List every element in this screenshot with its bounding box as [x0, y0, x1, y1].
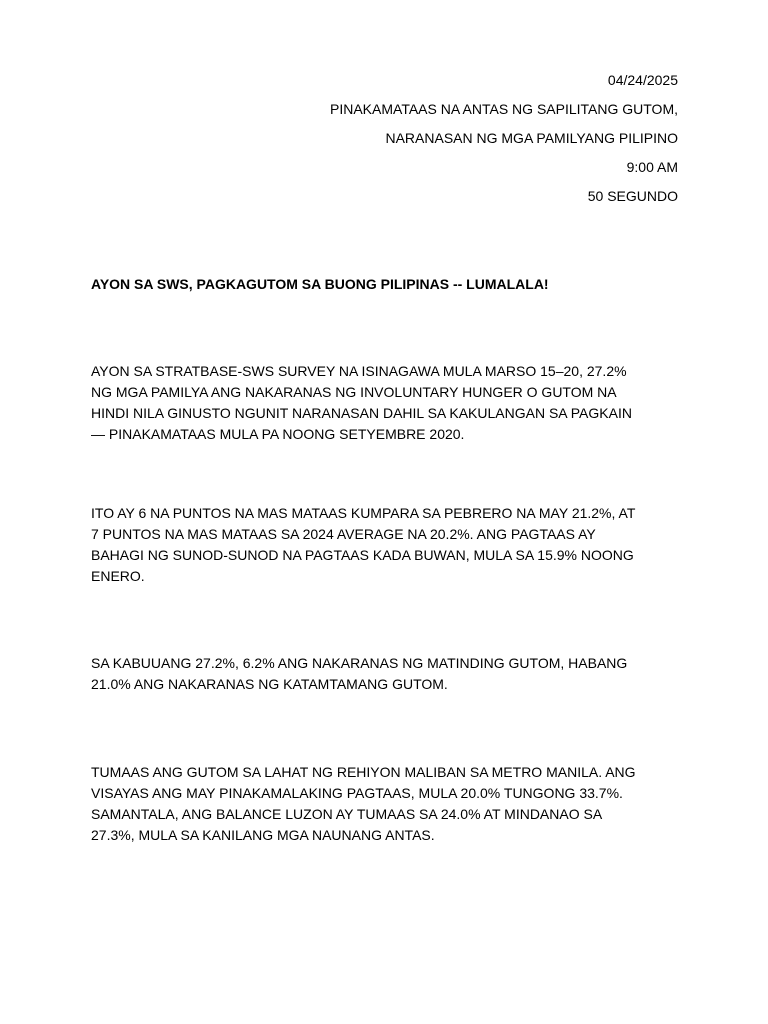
paragraph-2: [91, 503, 681, 587]
paragraph-line: 7 PUNTOS NA MAS MATAAS SA 2024 AVERAGE NA 20.2%. ANG PAGTAAS AY: [91, 526, 596, 542]
paragraph-line: 27.3%, MULA SA KANILANG MGA NAUNANG ANTAS.: [91, 827, 435, 843]
paragraph-line: ENERO.: [91, 568, 145, 584]
header-title-line-2: NARANASAN NG MGA PAMILYANG PILIPINO: [385, 130, 678, 146]
header-date: 04/24/2025: [607, 72, 678, 88]
paragraph-3: [91, 653, 681, 695]
paragraph-line: HINDI NILA GINUSTO NGUNIT NARANASAN DAHIL SA KAKULANGAN SA PAGKAIN: [91, 405, 632, 421]
paragraph-line: — PINAKAMATAAS MULA PA NOONG SETYEMBRE 2020.: [91, 426, 465, 442]
paragraph-line: VISAYAS ANG MAY PINAKAMALAKING PAGTAAS, MULA 20.0% TUNGONG 33.7%.: [91, 785, 623, 801]
headline: AYON SA SWS, PAGKAGUTOM SA BUONG PILIPINAS -- LUMALALA!: [91, 276, 549, 292]
paragraph-line: NG MGA PAMILYA ANG NAKARANAS NG INVOLUNTARY HUNGER O GUTOM NA: [91, 384, 617, 400]
paragraph-line: SA KABUUANG 27.2%, 6.2% ANG NAKARANAS NG MATINDING GUTOM, HABANG: [91, 655, 628, 671]
paragraph-line: 21.0% ANG NAKARANAS NG KATAMTAMANG GUTOM.: [91, 676, 448, 692]
header-duration: 50 SEGUNDO: [587, 188, 678, 204]
header-title-line-1: PINAKAMATAAS NA ANTAS NG SAPILITANG GUTOM,: [330, 101, 678, 117]
paragraph-1: [91, 361, 681, 445]
paragraph-line: ITO AY 6 NA PUNTOS NA MAS MATAAS KUMPARA SA PEBRERO NA MAY 21.2%, AT: [91, 505, 636, 521]
paragraph-line: SAMANTALA, ANG BALANCE LUZON AY TUMAAS SA 24.0% AT MINDANAO SA: [91, 806, 603, 822]
header-time: 9:00 AM: [626, 159, 678, 175]
paragraph-line: TUMAAS ANG GUTOM SA LAHAT NG REHIYON MALIBAN SA METRO MANILA. ANG: [91, 764, 636, 780]
paragraph-line: AYON SA STRATBASE-SWS SURVEY NA ISINAGAWA MULA MARSO 15–20, 27.2%: [91, 363, 627, 379]
script-header: [91, 70, 678, 215]
paragraph-4: [91, 762, 681, 846]
paragraph-line: BAHAGI NG SUNOD-SUNOD NA PAGTAAS KADA BUWAN, MULA SA 15.9% NOONG: [91, 547, 634, 563]
